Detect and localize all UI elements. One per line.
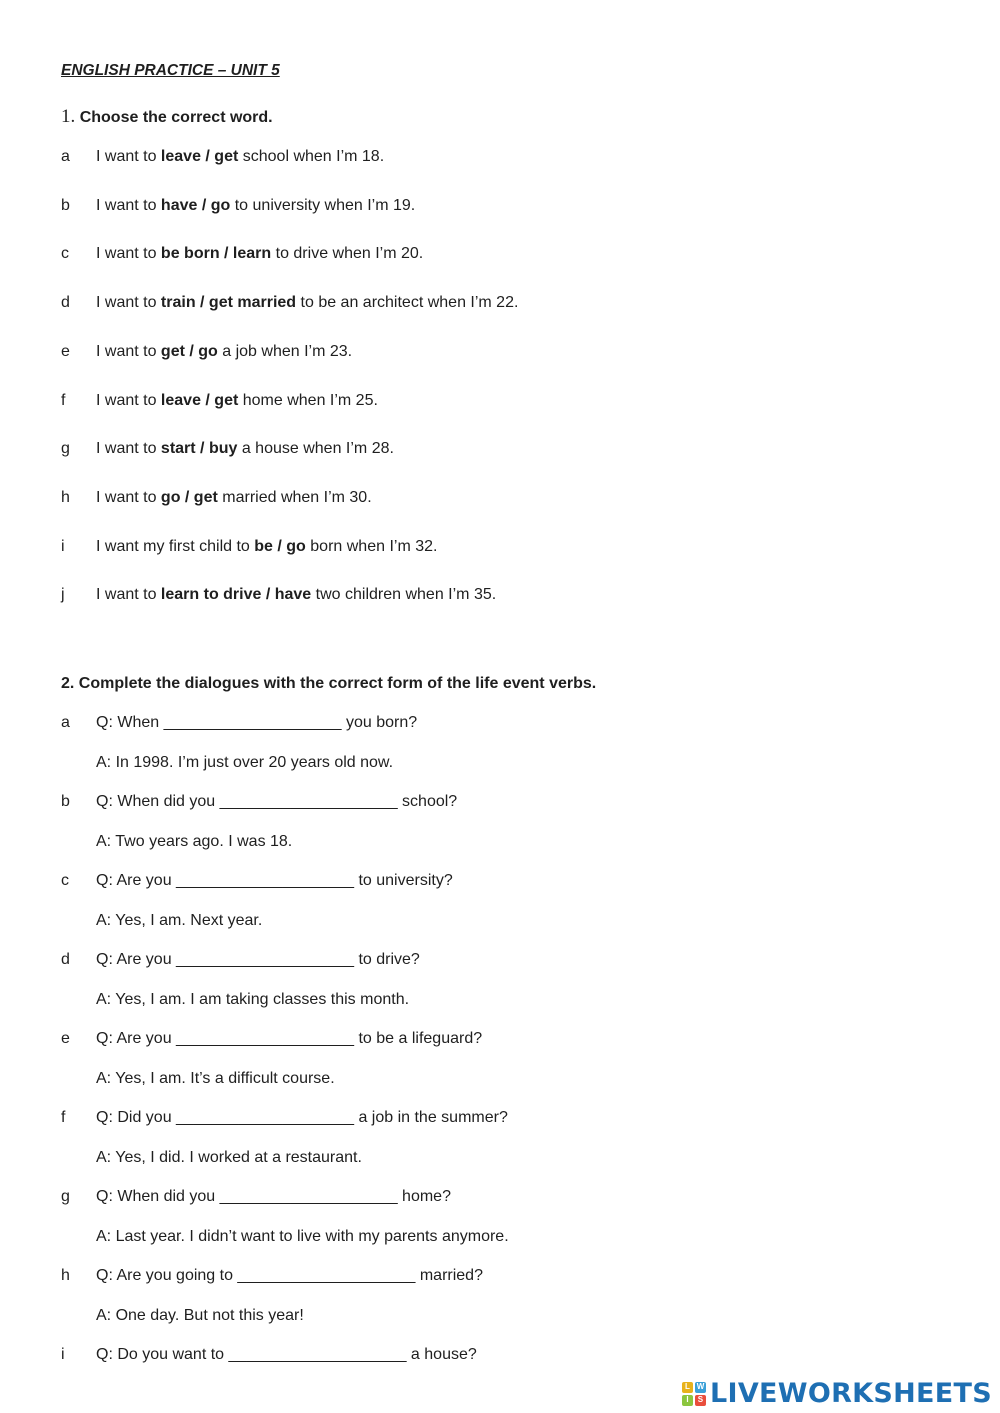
item-letter: b <box>61 197 70 214</box>
item-letter: e <box>61 1030 70 1047</box>
choose-word-sentence <box>96 147 384 167</box>
dialogue-question <box>96 792 457 812</box>
worksheet-title: ENGLISH PRACTICE – UNIT 5 <box>61 62 280 79</box>
item-letter: b <box>61 793 70 810</box>
dialogue-answer: A: Yes, I am. Next year. <box>96 912 263 929</box>
choose-word-sentence <box>96 391 378 411</box>
sentence-end: to university when I’m 19. <box>230 197 416 214</box>
word-choice[interactable]: train / get married <box>160 294 297 311</box>
word-choice[interactable]: be / go <box>254 538 306 555</box>
question-end: school? <box>397 793 458 810</box>
item-letter: e <box>61 343 70 360</box>
sentence-end: to drive when I’m 20. <box>271 245 424 262</box>
answer-blank[interactable]: ____________________ <box>163 714 342 731</box>
item-letter: f <box>61 1109 66 1126</box>
dialogue-answer: A: One day. But not this year! <box>96 1307 304 1324</box>
sentence-start: I want to <box>96 245 161 262</box>
dialogue-answer: A: In 1998. I’m just over 20 years old now. <box>96 754 394 771</box>
choose-word-sentence <box>96 196 415 216</box>
choose-word-sentence <box>96 244 423 264</box>
question-end: you born? <box>341 714 418 731</box>
sentence-start: I want to <box>96 440 161 457</box>
choose-word-sentence <box>96 439 394 459</box>
answer-blank[interactable]: ____________________ <box>176 1109 354 1126</box>
liveworksheets-logo <box>682 1380 992 1407</box>
item-letter: f <box>61 392 66 409</box>
dialogue-question <box>96 1345 477 1365</box>
dialogue-question <box>96 1266 483 1286</box>
answer-blank[interactable]: ____________________ <box>237 1267 416 1284</box>
answer-blank[interactable]: ____________________ <box>176 1030 355 1047</box>
word-choice[interactable]: leave / get <box>160 148 239 165</box>
question-2-heading: 2. Complete the dialogues with the correct form of the life event verbs. <box>61 675 597 692</box>
liveworksheets-logo-text: LIVEWORKSHEETS <box>709 1378 992 1409</box>
sentence-start: I want to <box>96 294 161 311</box>
question-end: to drive? <box>354 951 420 968</box>
item-letter: a <box>61 148 70 165</box>
question-start: Q: Did you <box>96 1109 177 1126</box>
item-letter: i <box>61 1346 65 1363</box>
question-start: Q: Are you going to <box>96 1267 238 1284</box>
liveworksheets-logo-icon <box>682 1382 706 1406</box>
item-letter: g <box>61 1188 70 1205</box>
question-end: a job in the summer? <box>354 1109 508 1126</box>
sentence-end: married when I’m 30. <box>217 489 372 506</box>
sentence-start: I want my first child to <box>96 538 255 555</box>
item-letter: c <box>61 245 69 262</box>
question-1-instruction: Choose the correct word. <box>79 109 273 126</box>
word-choice[interactable]: have / go <box>160 197 231 214</box>
logo-tile: I <box>682 1395 693 1406</box>
answer-blank[interactable]: ____________________ <box>176 951 355 968</box>
question-1-number: 1. <box>61 106 76 127</box>
question-end: to university? <box>354 872 453 889</box>
logo-tile: W <box>696 1382 705 1391</box>
word-choice[interactable]: start / buy <box>160 440 238 457</box>
question-end: married? <box>415 1267 483 1284</box>
sentence-start: I want to <box>96 197 161 214</box>
answer-blank[interactable]: ____________________ <box>219 793 398 810</box>
choose-word-sentence <box>96 293 518 313</box>
question-end: a house? <box>406 1346 477 1363</box>
answer-blank[interactable]: ____________________ <box>219 1188 398 1205</box>
question-start: Q: When did you <box>96 1188 220 1205</box>
question-1-heading <box>61 107 273 128</box>
choose-word-sentence <box>96 585 496 605</box>
dialogue-question <box>96 1029 482 1049</box>
word-choice[interactable]: leave / get <box>160 392 239 409</box>
word-choice[interactable]: go / get <box>160 489 218 506</box>
sentence-end: a job when I’m 23. <box>217 343 353 360</box>
item-letter: a <box>61 714 70 731</box>
sentence-start: I want to <box>96 489 161 506</box>
item-letter: g <box>61 440 70 457</box>
question-end: home? <box>397 1188 451 1205</box>
item-letter: j <box>61 586 65 603</box>
question-start: Q: When did you <box>96 793 220 810</box>
answer-blank[interactable]: ____________________ <box>228 1346 407 1363</box>
dialogue-answer: A: Yes, I am. It’s a difficult course. <box>96 1070 335 1087</box>
sentence-end: born when I’m 32. <box>305 538 438 555</box>
question-start: Q: Are you <box>96 872 177 889</box>
word-choice[interactable]: be born / learn <box>160 245 272 262</box>
choose-word-sentence <box>96 537 437 557</box>
sentence-end: school when I’m 18. <box>238 148 385 165</box>
word-choice[interactable]: learn to drive / have <box>160 586 312 603</box>
sentence-start: I want to <box>96 586 161 603</box>
dialogue-question <box>96 713 417 733</box>
choose-word-sentence <box>96 488 372 508</box>
item-letter: h <box>61 1267 70 1284</box>
item-letter: c <box>61 872 69 889</box>
sentence-end: home when I’m 25. <box>238 392 378 409</box>
dialogue-answer: A: Last year. I didn’t want to live with my parents anymore. <box>96 1228 509 1245</box>
word-choice[interactable]: get / go <box>160 343 218 360</box>
logo-tile: S <box>695 1395 706 1406</box>
item-letter: h <box>61 489 70 506</box>
sentence-end: a house when I’m 28. <box>237 440 394 457</box>
item-letter: d <box>61 294 70 311</box>
item-letter: d <box>61 951 70 968</box>
question-start: Q: Are you <box>96 951 177 968</box>
dialogue-answer: A: Yes, I did. I worked at a restaurant. <box>96 1149 362 1166</box>
logo-tile: L <box>682 1382 693 1393</box>
question-start: Q: Do you want to <box>96 1346 229 1363</box>
dialogue-question <box>96 871 453 891</box>
choose-word-sentence <box>96 342 352 362</box>
dialogue-question <box>96 1108 508 1128</box>
dialogue-answer: A: Yes, I am. I am taking classes this month. <box>96 991 410 1008</box>
dialogue-question <box>96 950 420 970</box>
sentence-end: two children when I’m 35. <box>311 586 497 603</box>
sentence-start: I want to <box>96 148 161 165</box>
question-start: Q: When <box>96 714 164 731</box>
sentence-start: I want to <box>96 343 161 360</box>
answer-blank[interactable]: ____________________ <box>176 872 355 889</box>
sentence-end: to be an architect when I’m 22. <box>296 294 519 311</box>
item-letter: i <box>61 538 65 555</box>
question-start: Q: Are you <box>96 1030 177 1047</box>
question-end: to be a lifeguard? <box>354 1030 483 1047</box>
dialogue-question <box>96 1187 451 1207</box>
sentence-start: I want to <box>96 392 161 409</box>
dialogue-answer: A: Two years ago. I was 18. <box>96 833 293 850</box>
